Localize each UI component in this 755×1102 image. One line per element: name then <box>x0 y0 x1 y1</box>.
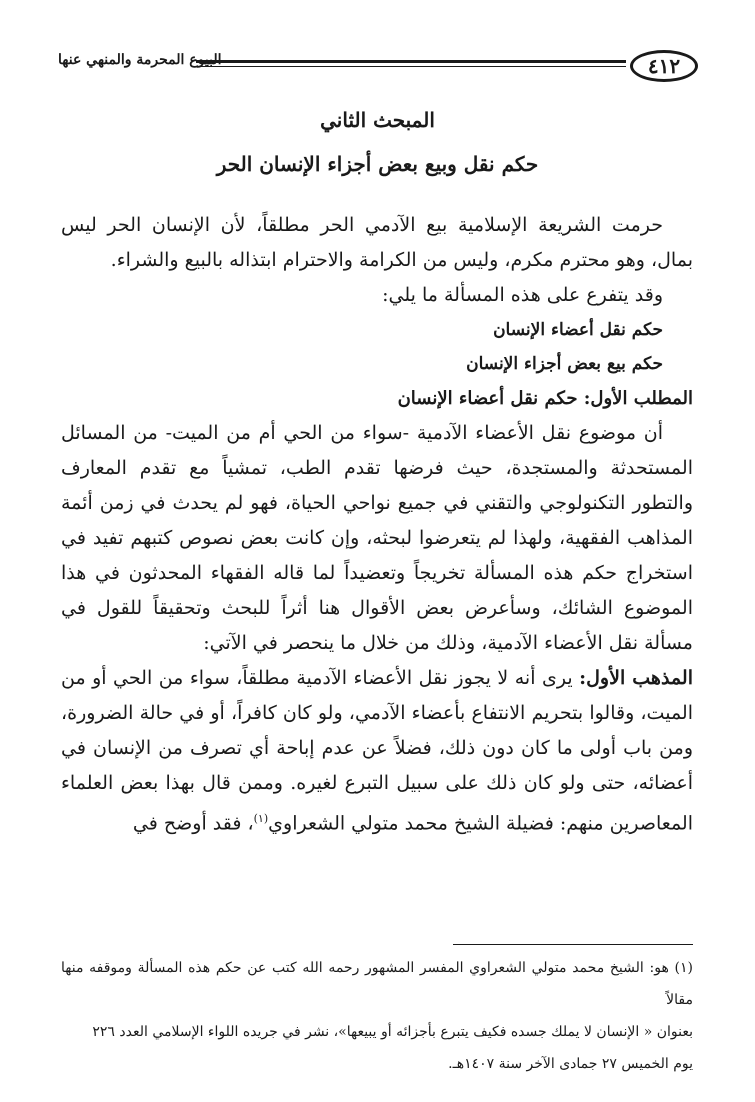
footnote-line: (١) هو: الشيخ محمد متولي الشعراوي المفسر المشهور رحمه الله كتب عن حكم هذه المسألة وموقفه منها مقالاً <box>61 960 693 1008</box>
paragraph-2 <box>61 661 693 841</box>
madhhab-label: المذهب الأول: <box>579 667 693 689</box>
list-item: حكم نقل أعضاء الإنسان <box>493 320 663 340</box>
paragraph-2-text: يرى أنه لا يجوز نقل الأعضاء الآدمية مطلقاً، سواء من الحي أو من الميت، وقالوا بتحريم الانتفاع بأعضاء الآدمي، ولو كان كافراً، أو في حالة الضرورة، ومن باب أولى ما كان دون ذلك، فضلاً عن عدم إباحة أي تصرف من الإنسان في أعضائه، حتى ولو كان ذلك على سبيل التبرع لغيره. وممن قال بهذا بعض العلماء المعاصرين منهم: فضيلة الشيخ محمد متولي الشعراوي <box>61 667 693 835</box>
header-rule <box>196 60 626 63</box>
paragraph-1: أن موضوع نقل الأعضاء الآدمية -سواء من الحي أم من الميت- من المسائل المستحدثة والمستجدة، حيث فرضها تقدم الطب، تمشياً مع تقدم المعارف والتطور التكنولوجي والتقني في جميع نواحي الحياة، فهو لم يحدث في زمن أئمة المذاهب الفقهية، ولهذا لم يتعرضوا لبحثه، وإن كانت بعض نصوص كتبهم تفيد في استخراج حكم هذه المسألة تخريجاً وتعضيداً لما قاله الفقهاء المحدثون في هذا الموضوع الشائك، وسأعرض بعض الأقوال هنا أثراً للبحث وتحقيقاً للقول في مسألة نقل الأعضاء الآدمية، وذلك من خلال ما ينحصر في الآتي: <box>61 422 693 654</box>
footnote-rule <box>453 944 693 945</box>
section-subtitle: حكم نقل وبيع بعض أجزاء الإنسان الحر <box>216 152 539 176</box>
list-item: حكم بيع بعض أجزاء الإنسان <box>466 354 663 374</box>
page-header <box>58 46 698 88</box>
subsection-heading: المطلب الأول: حكم نقل أعضاء الإنسان <box>397 388 693 409</box>
running-title: البيوع المحرمة والمنهي عنها <box>58 52 222 68</box>
footnote <box>61 952 693 1080</box>
footnote-line: يوم الخميس ٢٧ جمادى الآخر سنة ١٤٠٧هـ. <box>448 1056 693 1072</box>
body-text <box>61 208 693 841</box>
header-rule-thin <box>196 66 626 67</box>
paragraph-2-end: ، فقد أوضح في <box>132 812 254 835</box>
intro-paragraph: حرمت الشريعة الإسلامية بيع الآدمي الحر مطلقاً، لأن الإنسان الحر ليس بمال، وهو محترم مكرم، وليس من الكرامة والاحترام ابتذاله بالبيع والشراء. <box>61 214 693 271</box>
branch-intro: وقد يتفرع على هذه المسألة ما يلي: <box>382 284 663 306</box>
footnote-marker[interactable]: (١) <box>253 812 269 825</box>
section-title: المبحث الثاني <box>320 108 435 132</box>
footnote-line: بعنوان « الإنسان لا يملك جسده فكيف يتبرع بأجزائه أو يبيعها»، نشر في جريده اللواء الإسلامي العدد ٢٢٦ <box>92 1024 693 1040</box>
page-number: ٤١٢ <box>630 50 698 82</box>
